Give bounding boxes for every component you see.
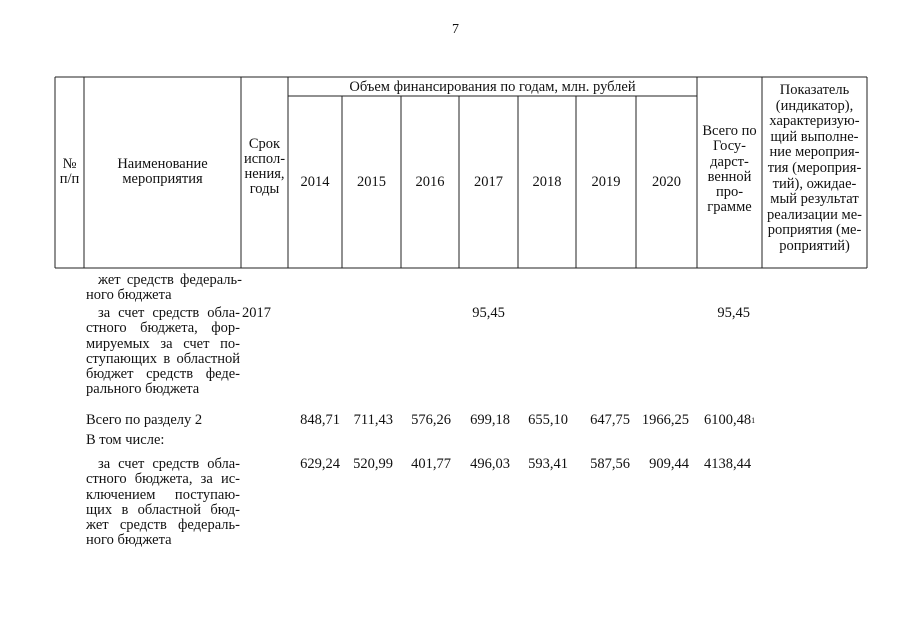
- header-year: 2014: [300, 174, 330, 190]
- section-total-grand: [704, 413, 755, 428]
- page-number: 7: [452, 22, 459, 37]
- header-year: 2020: [652, 174, 681, 190]
- row-regional-federal-total: 95,45: [717, 305, 750, 321]
- header-term: Срок испол-нения, годы: [243, 136, 286, 197]
- regional-own-value: 909,44: [649, 456, 689, 472]
- header-number: № п/п: [59, 156, 80, 187]
- row-regional-federal-name: за счет средств обла-стного бюджета, фор-мируемых за счет по-ступающих в областной бюджет средств феде-рального бюджета: [86, 305, 240, 398]
- section-total-value: 848,71: [300, 412, 340, 428]
- section-total-label: Всего по разделу 2: [86, 412, 203, 428]
- header-year: 2018: [532, 174, 562, 190]
- section-total-grand-value: 6100,48: [704, 412, 752, 428]
- footnote-mark: 1: [751, 416, 756, 425]
- including-label: В том числе:: [86, 432, 165, 448]
- row-fragment-text: жет средств федераль-ного бюджета: [86, 272, 242, 304]
- section-total-value: 711,43: [353, 412, 393, 428]
- regional-own-total: 4138,44: [704, 456, 752, 472]
- header-year: 2019: [591, 174, 621, 190]
- regional-own-value: 496,03: [470, 456, 510, 472]
- section-total-value: 655,10: [528, 412, 568, 428]
- regional-own-value: 520,99: [353, 456, 393, 472]
- header-funding-title: Объем финансирования по годам, млн. рублей: [349, 79, 636, 95]
- regional-own-value: 629,24: [300, 456, 340, 472]
- section-total-value: 1966,25: [641, 412, 689, 428]
- regional-own-value: 587,56: [590, 456, 630, 472]
- header-year: 2015: [357, 174, 386, 190]
- header-year: 2017: [474, 174, 503, 190]
- row-regional-federal-term: 2017: [242, 305, 271, 321]
- header-name: Наименование мероприятия: [117, 156, 208, 187]
- section-total-value: 699,18: [470, 412, 510, 428]
- header-total: Всего по Госу-дарст-венной про-грамме: [702, 123, 757, 216]
- row-regional-own-name: за счет средств обла-стного бюджета, за ис-ключением поступаю-щих в областной бюд-жет средств федераль-ного бюджета: [86, 456, 240, 549]
- regional-own-value: 401,77: [411, 456, 451, 472]
- section-total-value: 576,26: [411, 412, 451, 428]
- header-year: 2016: [415, 174, 445, 190]
- regional-own-value: 593,41: [528, 456, 568, 472]
- section-total-value: 647,75: [590, 412, 630, 428]
- row-regional-federal-2017: 95,45: [472, 305, 505, 321]
- header-indicator: Показатель (индикатор), характеризую-щий выполне-ние мероприя-тия (мероприя-тий), ожидае-мый результат реализации ме-роприятия (ме-роприятий): [767, 82, 862, 254]
